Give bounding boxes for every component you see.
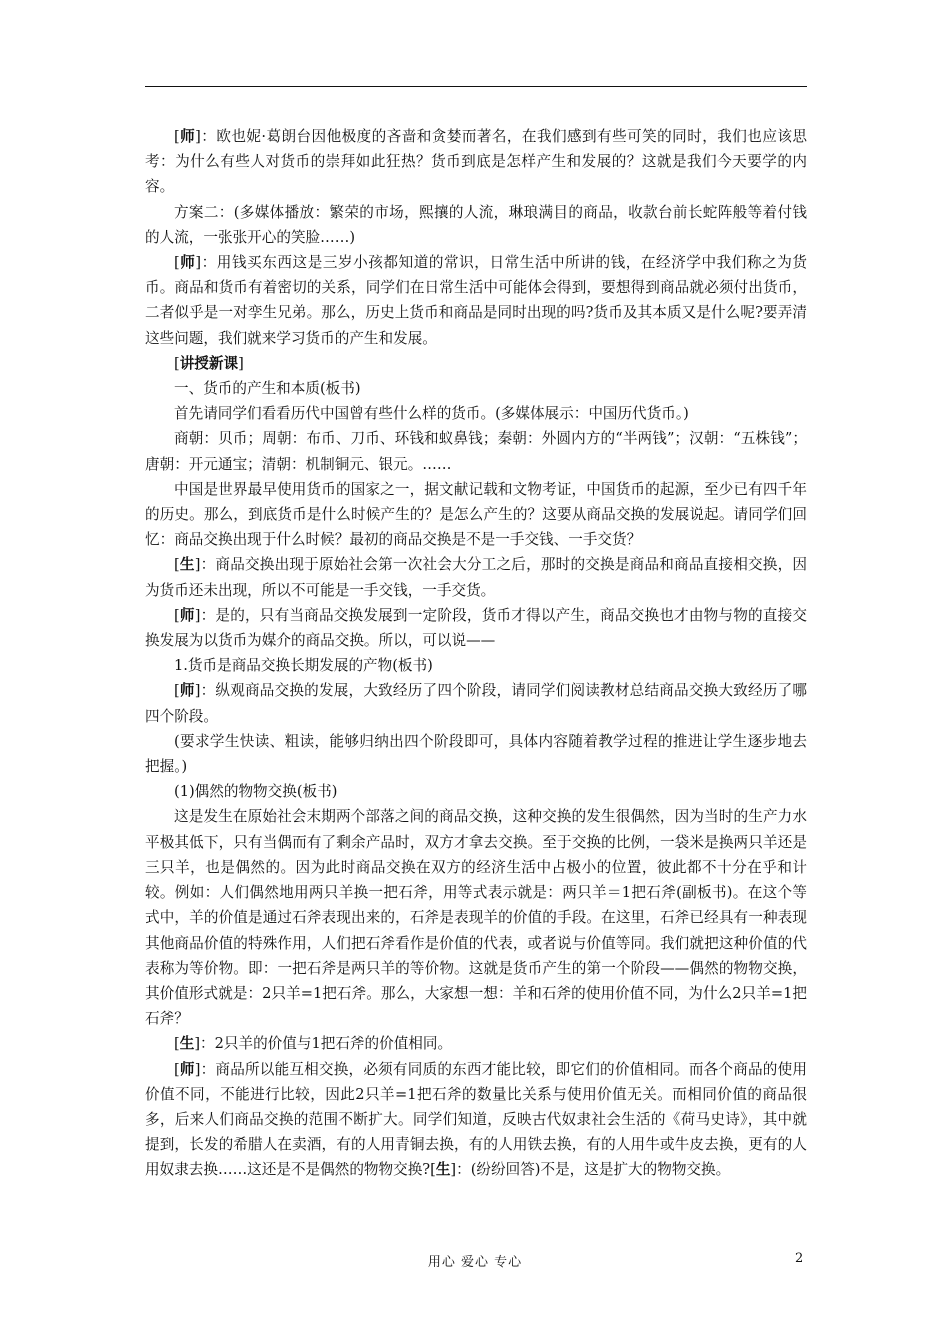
paragraph-teacher-4: [师]：纵观商品交换的发展，大致经历了四个阶段，请同学们阅读教材总结商品交换大致经历了哪四个阶段。 [145,682,807,725]
header-rule [145,86,807,87]
paragraph-teacher-3: [师]：是的，只有当商品交换发展到一定阶段，货币才得以产生，商品交换也才由物与物的直接交换发展为以货币为媒介的商品交换。所以，可以说—— [145,606,807,650]
heading-stage-1: (1)偶然的物物交换(板书) [174,783,338,801]
footer-motto: 用心 爱心 专心 [427,1255,523,1270]
paragraph-intro-currency: 首先请同学们看看历代中国曾有些什么样的货币。(多媒体展示：中国历代货币。) [174,405,689,423]
document-body [145,124,807,1183]
paragraph-requirement: (要求学生快读、粗读，能够归纳出四个阶段即可，具体内容随着教学过程的推进让学生逐步地去把握。) [145,732,807,776]
paragraph-barter-explain: 这是发生在原始社会末期两个部落之间的商品交换，这种交换的发生很偶然，因为当时的生产力水平极其低下，只有当偶而有了剩余产品时，双方才拿去交换。至于交换的比例，一袋米是换两只羊还是三只羊，也是偶然的。因为此时商品交换在双方的经济生活中占极小的位置，彼此都不十分在乎和计较。例如：人们偶然地用两只羊换一把石斧，用等式表示就是：两只羊＝1把石斧(副板书)。在这个等式中，羊的价值是通过石斧表现出来的，石斧是表现羊的价值的手段。在这里，石斧已经具有一种表现其他商品价值的特殊作用，人们把石斧看作是价值的代表，或者说与价值等同。我们就把这种价值的代表称为等价物。即：一把石斧是两只羊的等价物。这就是货币产生的第一个阶段——偶然的物物交换，其价值形式就是：2只羊=1把石斧。那么，大家想一想：羊和石斧的使用价值不同，为什么2只羊=1把石斧？ [145,808,807,1028]
paragraph-teacher-1: [师]：欧也妮·葛朗台因他极度的吝啬和贪婪而著名，在我们感到有些可笑的同时，我们也应该思考：为什么有些人对货币的崇拜如此狂热？货币到底是怎样产生和发展的？这就是我们今天要学的内容。 [145,128,807,196]
paragraph-china-history: 中国是世界最早使用货币的国家之一，据文献记载和文物考证，中国货币的起源，至少已有四千年的历史。那么，到底货币是什么时候产生的？是怎么产生的？这要从商品交换的发展说起。请同学们回忆：商品交换出现于什么时候？最初的商品交换是不是一手交钱、一手交货？ [145,480,807,549]
paragraph-teacher-2: [师]：用钱买东西这是三岁小孩都知道的常识，日常生活中所讲的钱，在经济学中我们称之为货币。商品和货币有着密切的关系，同学们在日常生活中可能体会得到，要想得到商品就必须付出货币，二者似乎是一对孪生兄弟。那么，历史上货币和商品是同时出现的吗?货币及其本质又是什么呢?要弄清这些问题，我们就来学习货币的产生和发展。 [145,254,807,347]
paragraph-student-2: [生]：2只羊的价值与1把石斧的价值相同。 [174,1035,453,1053]
paragraph-dynasty-currency: 商朝：贝币；周朝：布币、刀币、环钱和蚁鼻钱；秦朝：外圆内方的“半两钱”；汉朝：“五株钱”；唐朝：开元通宝；清朝：机制铜元、银元。…… [145,430,807,473]
paragraph-plan-2: 方案二：(多媒体播放：繁荣的市场，熙攘的人流，琳琅满目的商品，收款台前长蛇阵般等着付钱的人流，一张张开心的笑脸……) [145,203,807,246]
heading-money-origin: 一、货币的产生和本质(板书) [174,380,361,398]
heading-point-1: 1.货币是商品交换长期发展的产物(板书) [174,657,433,675]
paragraph-teacher-5: [师]：商品所以能互相交换，必须有同质的东西才能比较，即它们的价值相同。而各个商品的使用价值不同，不能进行比较，因此2只羊=1把石斧的数量比关系与使用价值无关。而相同价值的商品很多，后来人们商品交换的范围不断扩大。同学们知道，反映古代奴隶社会生活的《荷马史诗》，其中就提到，长发的希腊人在卖酒，有的人用青铜去换，有的人用铁去换，有的人用牛或牛皮去换，更有的人用奴隶去换……这还是不是偶然的物物交换?[生]：(纷纷回答)不是，这是扩大的物物交换。 [145,1060,807,1179]
page-number: 2 [795,1251,804,1266]
section-heading-new-lesson: [讲授新课] [174,354,244,372]
paragraph-student-1: [生]：商品交换出现于原始社会第一次社会大分工之后，那时的交换是商品和商品直接相交换，因为货币还未出现，所以不可能是一手交钱，一手交货。 [145,556,807,599]
